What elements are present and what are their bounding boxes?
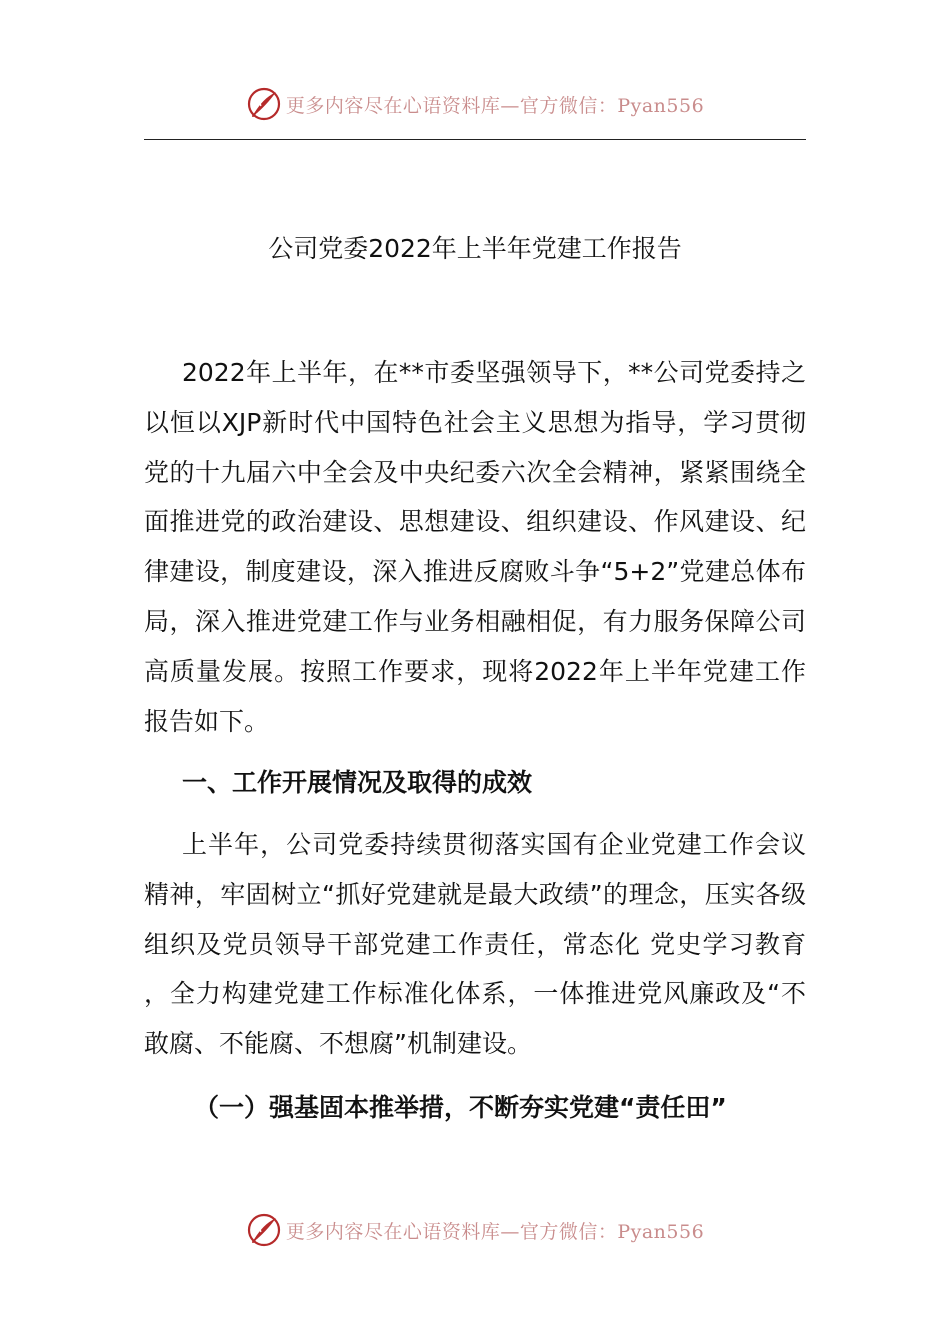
quill-logo-icon xyxy=(246,86,282,122)
section-heading: 一、工作开展情况及取得的成效 xyxy=(182,768,533,797)
intro-paragraph: 2022年上半年，在**市委坚强领导下，**公司党委持之以恒以XJP新时代中国特色社会主义思想为指导，学习贯彻党的十九届六中全会及中央纪委六次全会精神，紧紧围绕全面推进党的政治建设、思想建设、组织建设、作风建设、纪律建设，制度建设，深入推进反腐败斗争“5+2”党建总体布局，深入推进党建工作与业务相融相促，有力服务保障公司高质量发展。按照工作要求，现将2022年上半年党建工作报告如下。 xyxy=(144,358,806,736)
quill-logo-icon xyxy=(246,1212,282,1248)
header-watermark xyxy=(0,84,950,124)
section-paragraph: 上半年，公司党委持续贯彻落实国有企业党建工作会议精神，牢固树立“抓好党建就是最大政绩”的理念，压实各级组织及党员领导干部党建工作责任，常态化 党史学习教育 ，全力构建党建工作标准化体系，一体推进党风廉政及“不敢腐、不能腐、不想腐”机制建设。 xyxy=(144,830,806,1059)
footer-watermark xyxy=(0,1210,950,1250)
header-rule xyxy=(144,139,806,140)
subsection-heading: （一）强基固本推举措，不断夯实党建“责任田” xyxy=(194,1093,727,1122)
document-title: 公司党委2022年上半年党建工作报告 xyxy=(268,234,682,263)
watermark-text: 更多内容尽在心语资料库—官方微信：Pyan556 xyxy=(285,1220,705,1243)
watermark-text: 更多内容尽在心语资料库—官方微信：Pyan556 xyxy=(285,94,705,117)
